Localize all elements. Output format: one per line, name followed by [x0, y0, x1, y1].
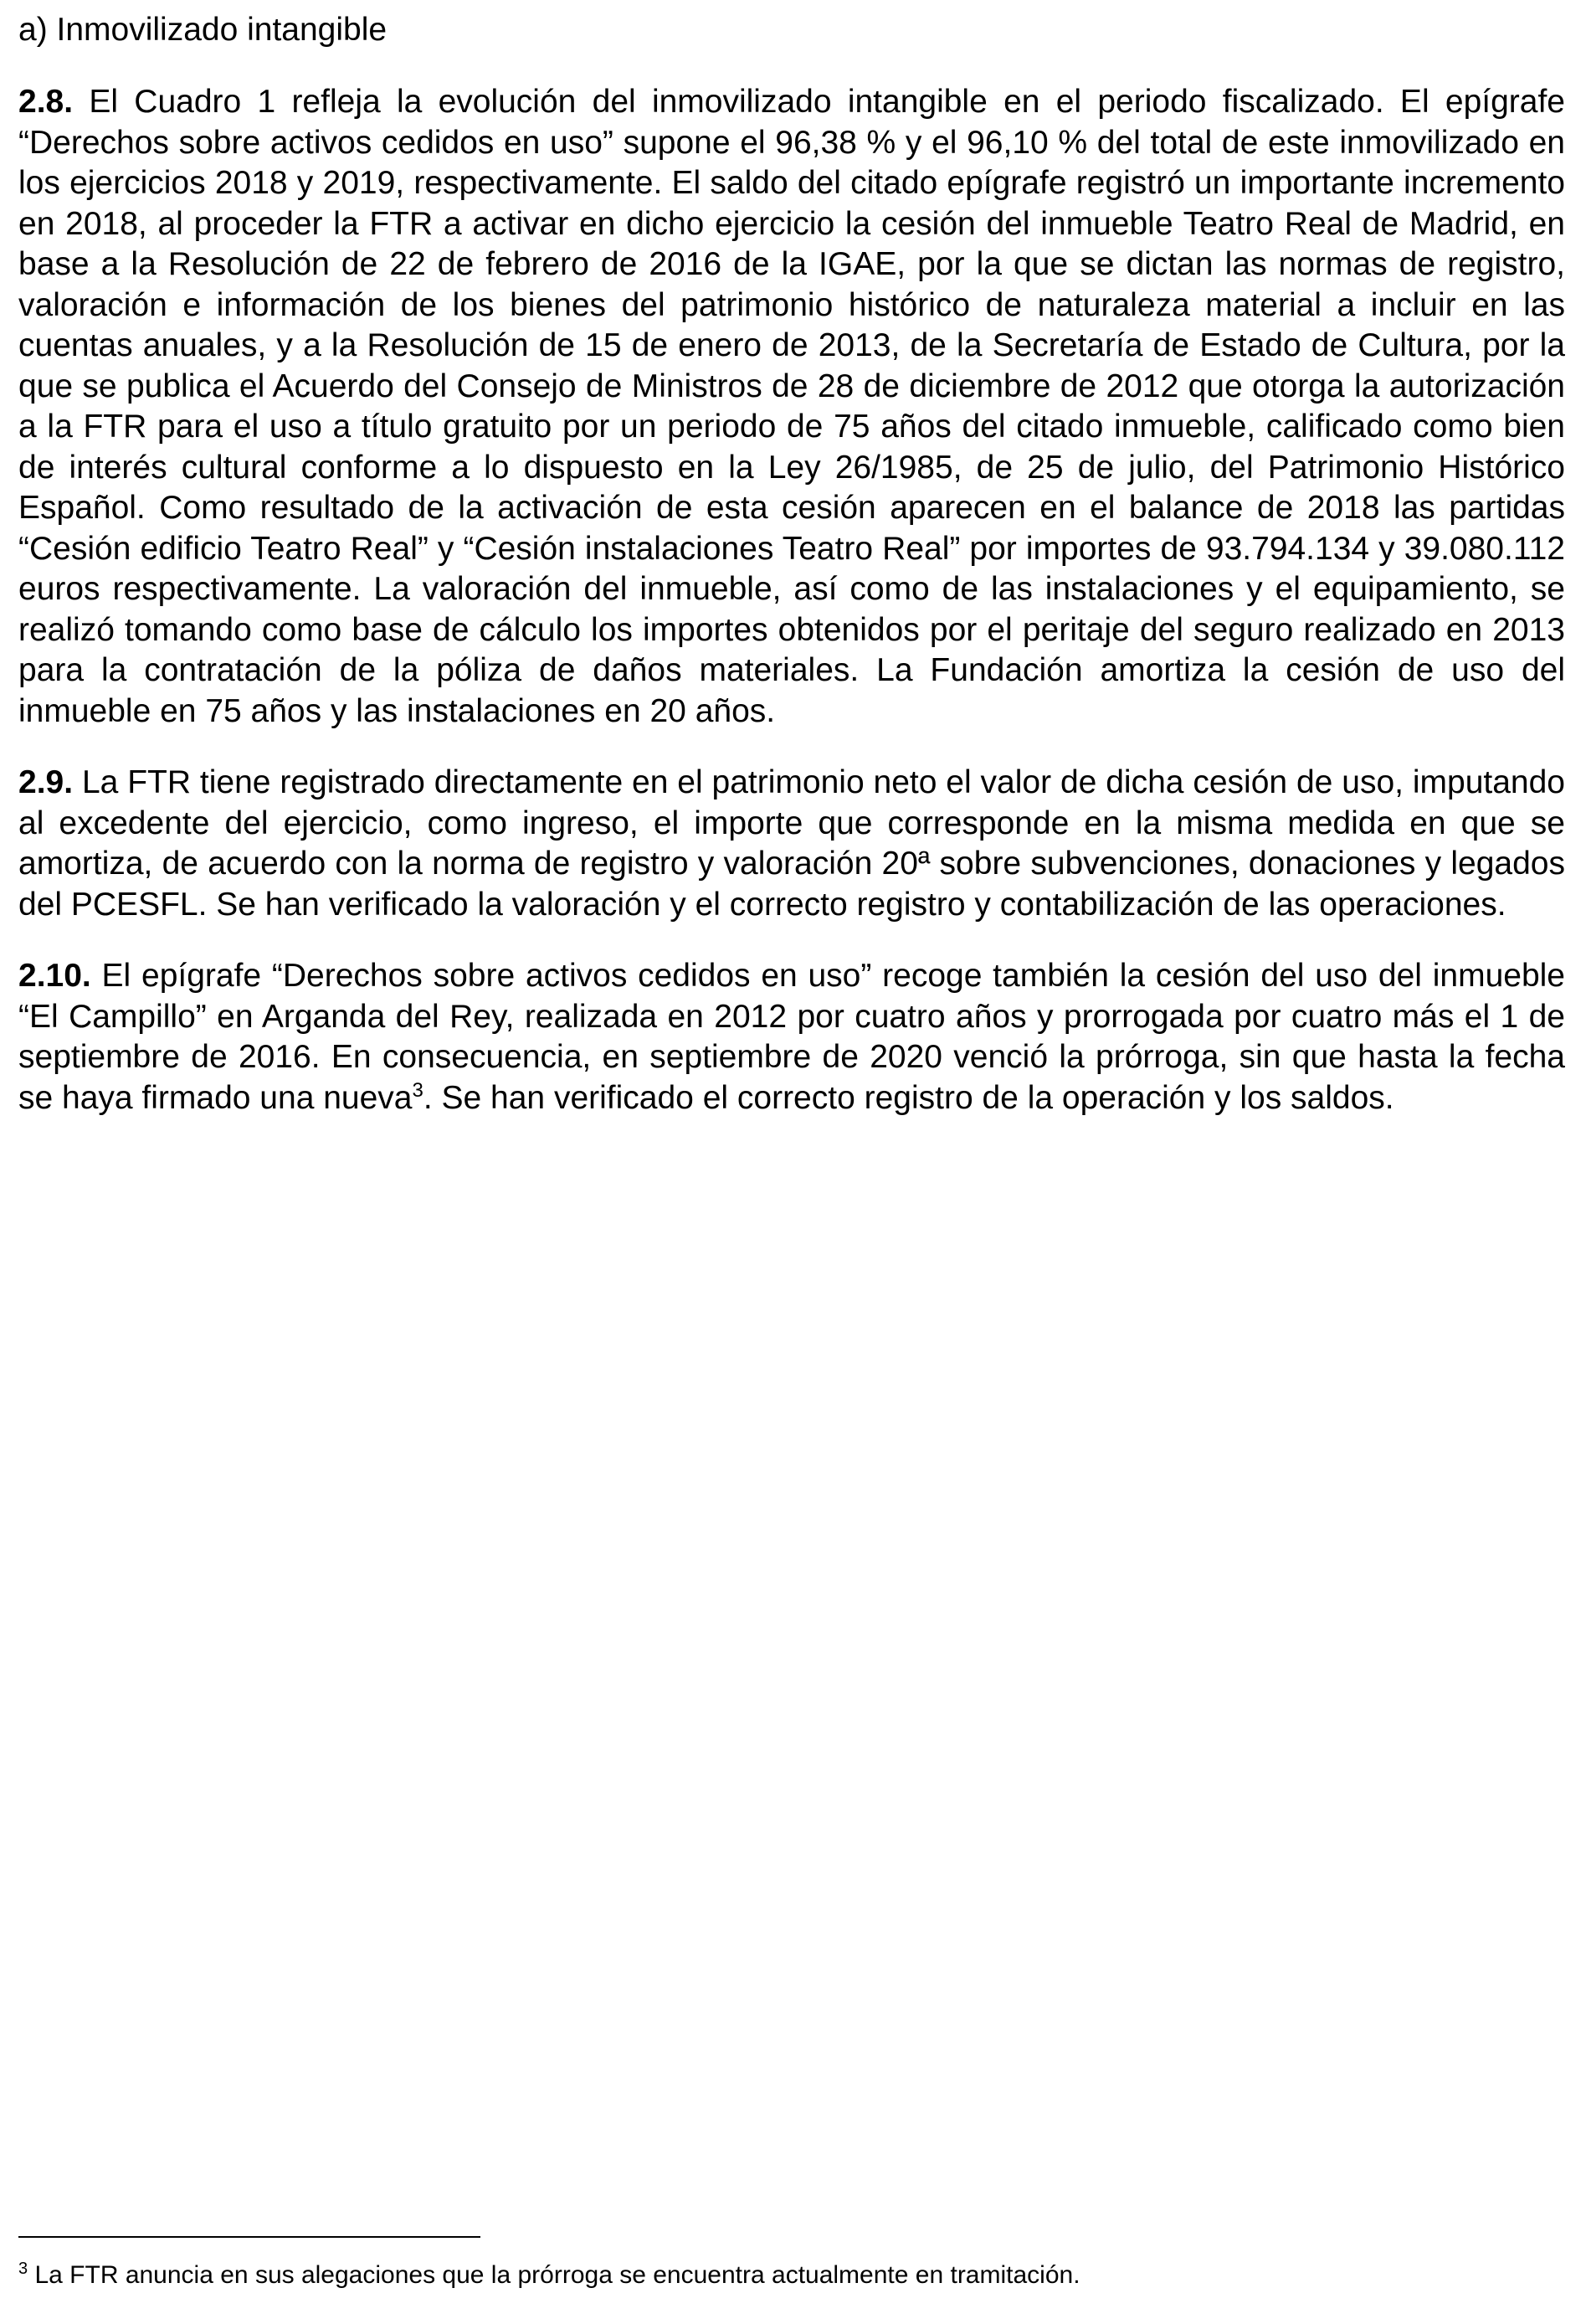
- paragraph-text: El Cuadro 1 refleja la evolución del inmovilizado intangible en el periodo fiscalizado. El epígrafe “Derechos sobre activos cedidos en uso” supone el 96,38 % y el 96,10 % del total de este inmovilizado en los ejercicios 2018 y 2019, respectivamente. El saldo del citado epígrafe registró un importante incremento en 2018, al proceder la FTR a activar en dicho ejercicio la cesión del inmueble Teatro Real de Madrid, en base a la Resolución de 22 de febrero de 2016 de la IGAE, por la que se dictan las normas de registro, valoración e información de los bienes del patrimonio histórico de naturaleza material a incluir en las cuentas anuales, y a la Resolución de 15 de enero de 2013, de la Secretaría de Estado de Cultura, por la que se publica el Acuerdo del Consejo de Ministros de 28 de diciembre de 2012 que otorga la autorización a la FTR para el uso a título gratuito por un periodo de 75 años del citado inmueble, calificado como bien de interés cultural conforme a lo dispuesto en la Ley 26/1985, de 25 de julio, del Patrimonio Histórico Español. Como resultado de la activación de esta cesión aparecen en el balance de 2018 las partidas “Cesión edificio Teatro Real” y “Cesión instalaciones Teatro Real” por importes de 93.794.134 y 39.080.112 euros respectivamente. La valoración del inmueble, así como de las instalaciones y el equipamiento, se realizó tomando como base de cálculo los importes obtenidos por el peritaje del seguro realizado en 2013 para la contratación de la póliza de daños materiales. La Fundación amortiza la cesión de uso del inmueble en 75 años y las instalaciones en 20 años.: [18, 84, 1565, 729]
- paragraph-text-continued: . Se han verificado el correcto registro de la operación y los saldos.: [423, 1079, 1394, 1116]
- paragraph-number: 2.8.: [18, 84, 74, 120]
- paragraph-number: 2.9.: [18, 764, 74, 800]
- section-heading: a) Inmovilizado intangible: [18, 12, 388, 48]
- paragraph-text: El epígrafe “Derechos sobre activos cedidos en uso” recoge también la cesión del uso del inmueble “El Campillo” en Arganda del Rey, realizada en 2012 por cuatro años y prorrogada por cuatro más el 1 de septiembre de 2016. En consecuencia, en septiembre de 2020 venció la prórroga, sin que hasta la fecha se haya firmado una nueva: [18, 958, 1565, 1116]
- document-page: [18, 10, 1565, 1149]
- footnote-separator: [18, 2236, 480, 2238]
- footnote-text: La FTR anuncia en sus alegaciones que la prórroga se encuentra actualmente en tramitación.: [28, 2261, 1080, 2289]
- footnote: [18, 2260, 1565, 2291]
- footnote-marker: 3: [18, 2260, 28, 2278]
- paragraph-2-10: [18, 956, 1565, 1118]
- paragraph-number: 2.10.: [18, 958, 91, 994]
- paragraph-2-9: [18, 763, 1565, 925]
- paragraph-2-8: [18, 82, 1565, 732]
- paragraph-text: La FTR tiene registrado directamente en el patrimonio neto el valor de dicha cesión de uso, imputando al excedente del ejercicio, como ingreso, el importe que corresponde en la misma medida en que se amortiza, de acuerdo con la norma de registro y valoración 20ª sobre subvenciones, donaciones y legados del PCESFL. Se han verificado la valoración y el correcto registro y contabilización de las operaciones.: [18, 764, 1565, 923]
- footnote-reference: 3: [412, 1078, 423, 1102]
